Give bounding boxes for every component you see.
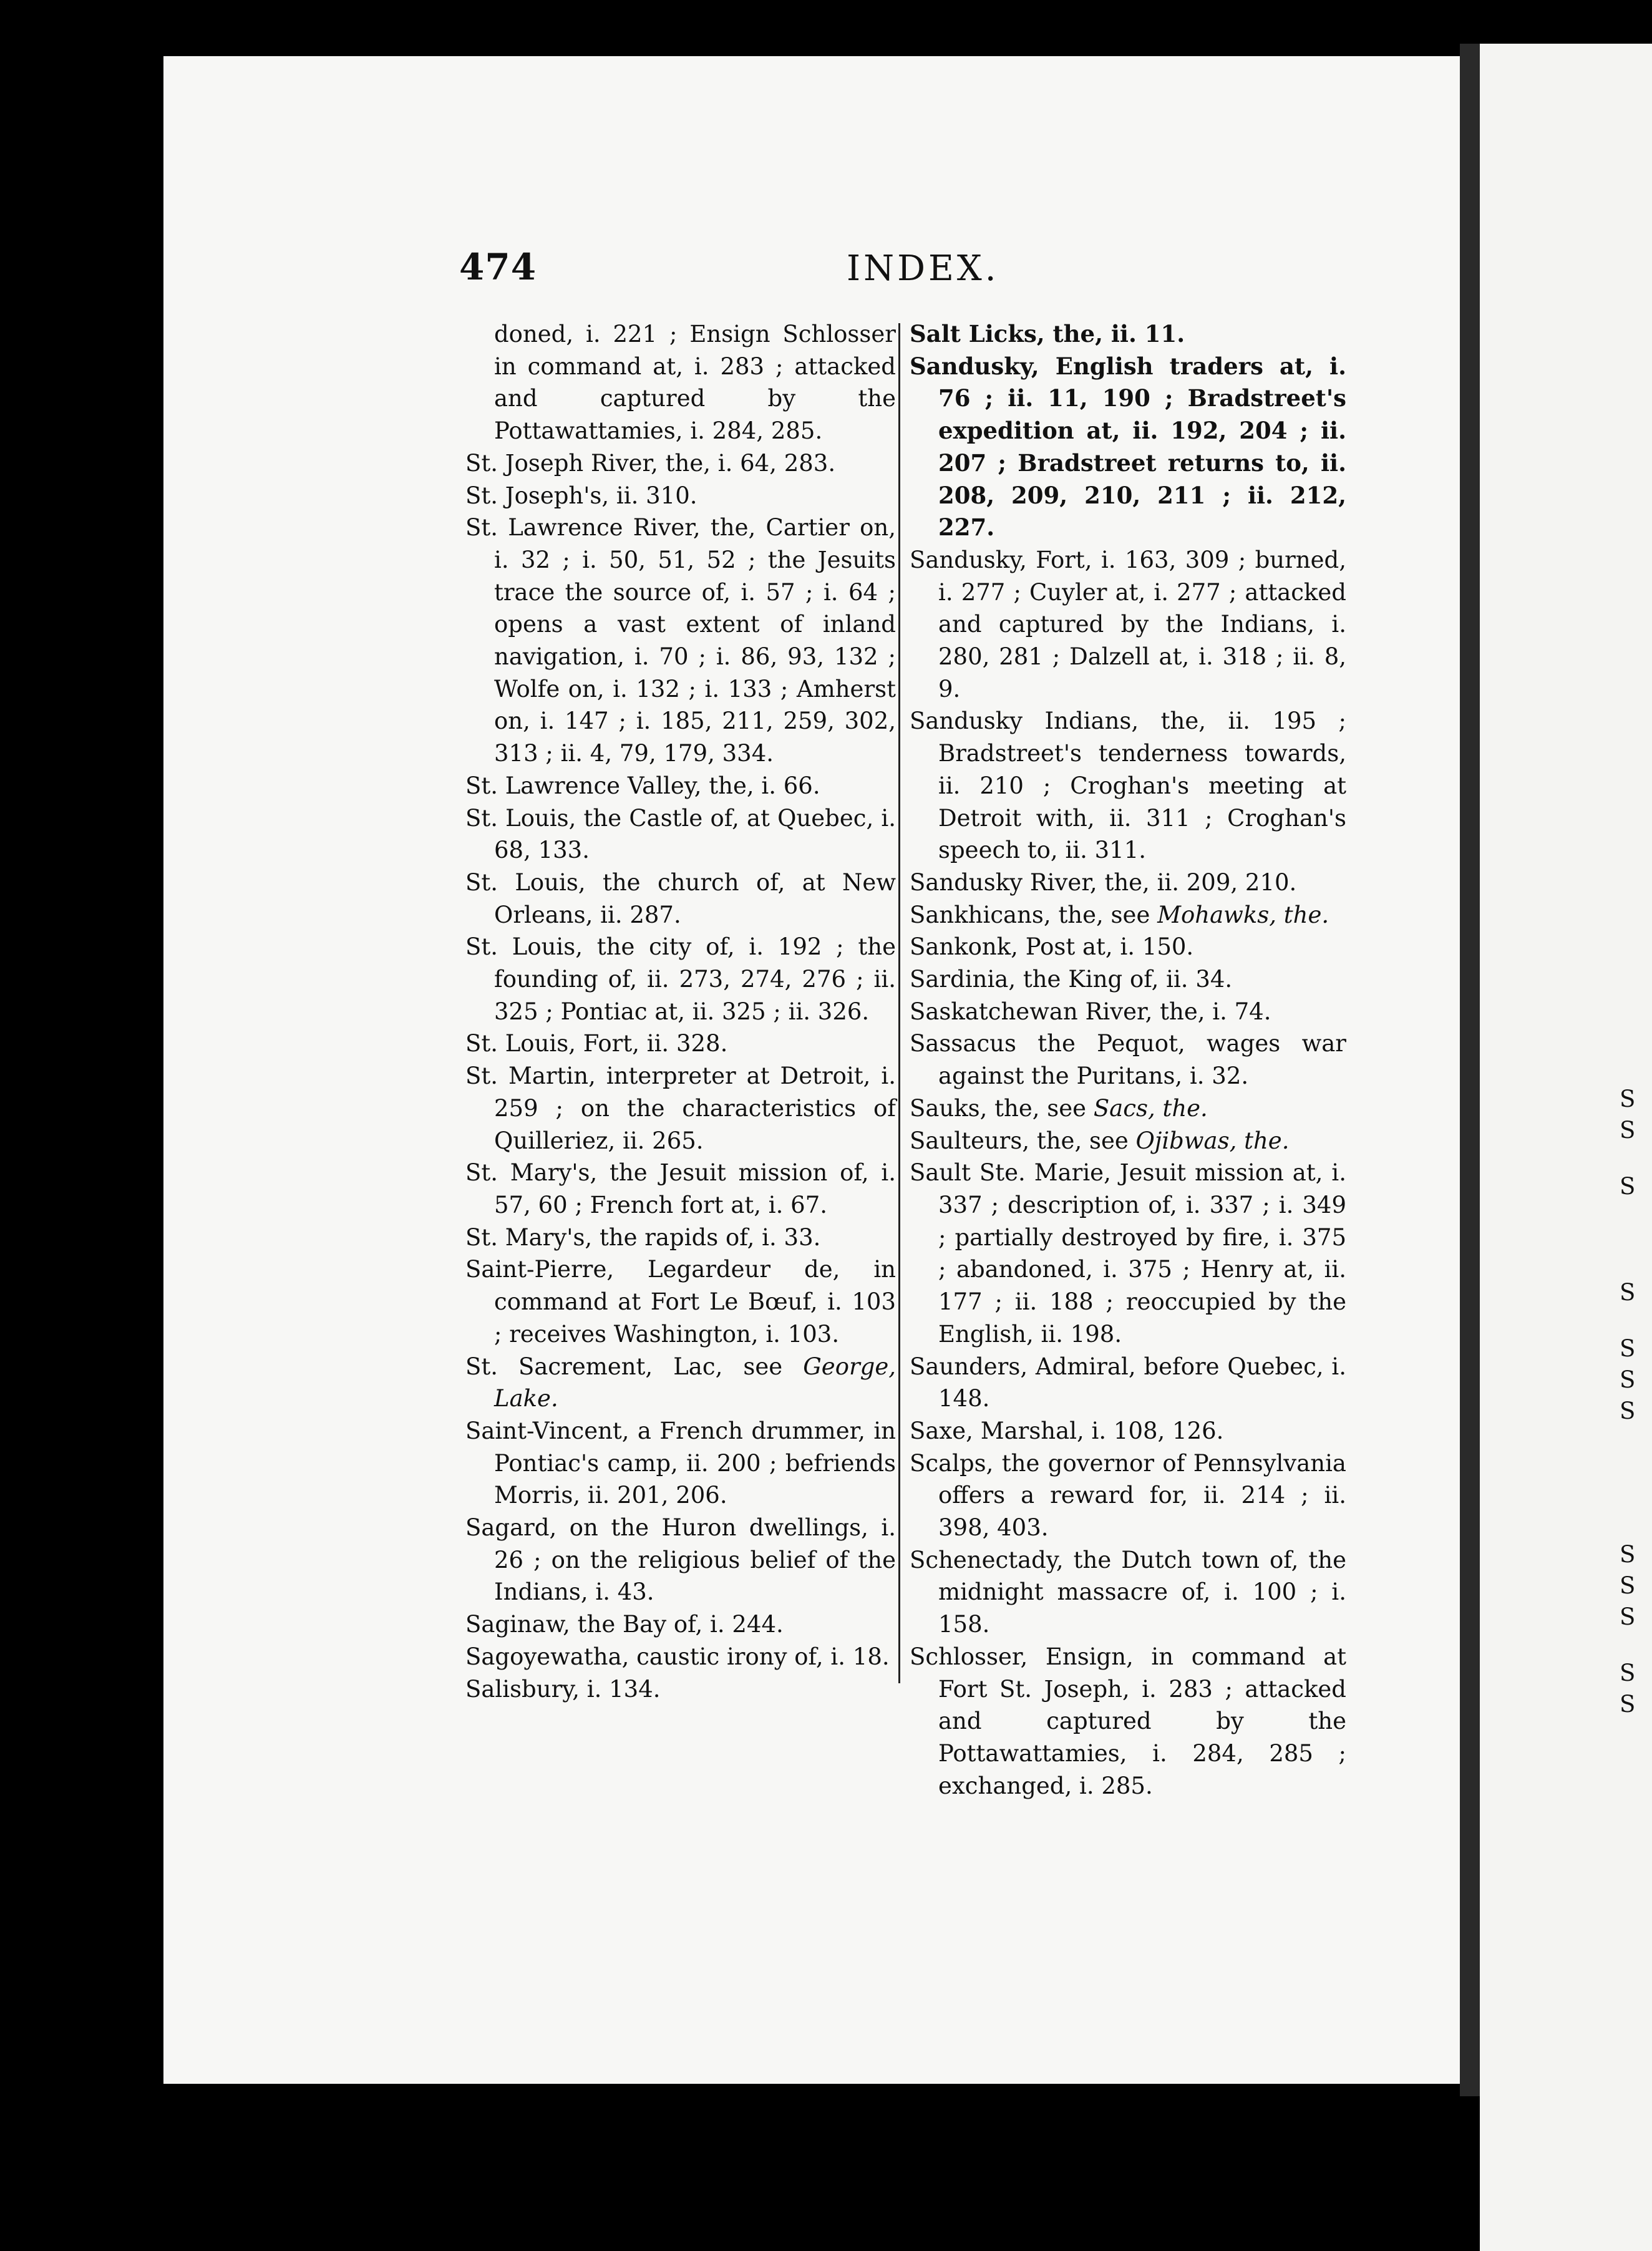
index-entry-text: Salisbury, i. 134. [465,1675,661,1703]
facing-page-letter: S [1620,1173,1636,1200]
index-entry-text: Schenectady, the Dutch town of, the midnight massacre of, i. 100 ; i. 158. [910,1546,1346,1638]
index-entry-text: Scalps, the governor of Pennsylvania offers a reward for, ii. 214 ; ii. 398, 403. [910,1449,1346,1542]
index-cross-reference: Ojibwas, the. [1135,1127,1290,1154]
index-entry-text: Salt Licks, the, ii. 11. [910,320,1185,348]
index-entry-text: Schlosser, Ensign, in command at Fort St. Joseph, i. 283 ; attacked and captured by the Pottawattamies, i. 284, 285 ; exchanged, i. 285. [910,1643,1346,1799]
index-cross-reference: Mohawks, the. [1157,901,1329,928]
book-gutter [1460,44,1480,2096]
index-entry-text: Sandusky River, the, ii. 209, 210. [910,868,1297,896]
facing-page-letter: S [1620,1541,1636,1568]
index-entry [465,1512,896,1608]
index-entry [465,512,896,770]
facing-page-letter: S [1620,1335,1636,1362]
index-cross-reference: George, Lake. [494,1353,896,1412]
index-entry-text: St. Martin, interpreter at Detroit, i. 259 ; on the characteristics of Quilleriez, ii. 265. [465,1062,896,1154]
index-entry-text: St. Mary's, the Jesuit mission of, i. 57, 60 ; French fort at, i. 67. [465,1159,896,1218]
index-entry [465,1157,896,1221]
index-entry [910,1028,1346,1092]
index-entry-text: Saint-Vincent, a French drummer, in Pontiac's camp, ii. 200 ; befriends Morris, ii. 201, 206. [465,1417,896,1509]
index-entry [465,1351,896,1415]
index-entry-text: Saint-Pierre, Legardeur de, in command at Fort Le Bœuf, i. 103 ; receives Washington, i. 103. [465,1256,896,1348]
index-entry [465,931,896,1028]
facing-page-letter: S [1620,1572,1636,1599]
index-entry-text: Sandusky, Fort, i. 163, 309 ; burned, i. 277 ; Cuyler at, i. 277 ; attacked and captured by the Indians, i. 280, 281 ; Dalzell at, i. 318 ; ii. 8, 9. [910,546,1346,703]
index-entry [465,1222,896,1254]
facing-page-letter: S [1620,1279,1636,1306]
index-entry-text: Sauks, the, see [910,1094,1094,1122]
index-entry [465,447,896,480]
index-entry-text: St. Lawrence River, the, Cartier on, i. 32 ; i. 50, 51, 52 ; the Jesuits trace the source of, i. 57 ; i. 64 ; opens a vast extent of inland navigation, i. 70 ; i. 86, 93, 132 ; Wolfe on, i. 132 ; i. 133 ; Amherst on, i. 147 ; i. 185, 211, 259, 302, 313 ; ii. 4, 79, 179, 334. [465,514,896,767]
index-entry-text: Sardinia, the King of, ii. 34. [910,966,1233,993]
index-entry-text: Saulteurs, the, see [910,1127,1136,1154]
index-entry [910,1641,1346,1802]
index-entry [465,1253,896,1350]
index-entry [910,1157,1346,1350]
index-entry [910,1092,1346,1125]
facing-page-letter: S [1620,1086,1636,1112]
index-entry-text: Sault Ste. Marie, Jesuit mission at, i. 337 ; description of, i. 337 ; i. 349 ; partially destroyed by fire, i. 375 ; abandoned, i. 375 ; Henry at, ii. 177 ; ii. 188 ; reoccupied by the English, ii. 198. [910,1159,1346,1348]
index-entry [910,996,1346,1028]
index-entry-text: St. Mary's, the rapids of, i. 33. [465,1223,821,1251]
index-entry [465,1673,896,1706]
index-entry [910,544,1346,706]
index-entry-text: doned, i. 221 ; Ensign Schlosser in command at, i. 283 ; attacked and captured by the Pottawattamies, i. 284, 285. [494,321,896,445]
index-entry [465,1028,896,1060]
index-entry-text: Sagoyewatha, caustic irony of, i. 18. [465,1643,890,1670]
index-entry-text: St. Louis, the church of, at New Orleans, ii. 287. [465,868,896,928]
index-entry [910,1351,1346,1415]
index-entry-text: Saginaw, the Bay of, i. 244. [465,1611,784,1638]
facing-page-letter: S [1620,1366,1636,1393]
index-entry [465,770,896,802]
index-entry [910,318,1346,351]
index-entry-text: St. Joseph River, the, i. 64, 283. [465,449,836,477]
index-entry [465,1415,896,1512]
facing-page-letter: S [1620,1691,1636,1718]
index-entry-text: Saunders, Admiral, before Quebec, i. 148. [910,1353,1346,1412]
facing-page-letter: S [1620,1603,1636,1630]
index-entry [910,931,1346,963]
index-entry [910,963,1346,996]
index-entry [465,867,896,931]
index-entry-text: Saxe, Marshal, i. 108, 126. [910,1417,1224,1444]
index-entry-text: St. Louis, Fort, ii. 328. [465,1030,728,1057]
index-entry-text: St. Joseph's, ii. 310. [465,482,697,509]
page-title: INDEX. [847,248,999,289]
index-entry-text: Sandusky, English traders at, i. 76 ; ii. 11, 190 ; Bradstreet's expedition at, ii. 192, 204 ; ii. 207 ; Bradstreet returns to, ii. 208, 209, 210, 211 ; ii. 212, 227. [910,352,1346,542]
index-entry [465,318,896,447]
index-entry-text: Sassacus the Pequot, wages war against the Puritans, i. 32. [910,1030,1346,1090]
index-entry-text: St. Louis, the city of, i. 192 ; the founding of, ii. 273, 274, 276 ; ii. 325 ; Pontiac at, ii. 325 ; ii. 326. [465,933,896,1025]
facing-page-letter: S [1620,1398,1636,1424]
index-entry [465,1641,896,1673]
index-column-left [465,318,896,1705]
index-entry [465,1060,896,1157]
index-entry [465,1608,896,1641]
index-entry [910,705,1346,867]
index-entry [910,351,1346,544]
index-entry-text: Sankonk, Post at, i. 150. [910,933,1194,961]
index-entry [465,480,896,512]
index-column-right [910,318,1346,1802]
index-entry-text: St. Louis, the Castle of, at Quebec, i. 68, 133. [465,804,896,864]
index-entry [910,1125,1346,1157]
facing-page-letter: S [1620,1660,1636,1686]
index-cross-reference: Sacs, the. [1093,1094,1208,1122]
column-divider [898,323,900,1683]
page-number: 474 [459,246,537,288]
index-entry [465,802,896,867]
index-entry-text: Sankhicans, the, see [910,901,1158,928]
index-entry [910,867,1346,899]
index-entry [910,1415,1346,1447]
index-entry-text: Saskatchewan River, the, i. 74. [910,998,1271,1025]
facing-page-edge [1480,44,1652,2251]
index-entry-text: St. Lawrence Valley, the, i. 66. [465,772,820,799]
index-entry [910,899,1346,931]
index-entry [910,1447,1346,1544]
index-entry-text: St. Sacrement, Lac, see [465,1353,804,1380]
index-entry [910,1544,1346,1641]
index-entry-text: Sandusky Indians, the, ii. 195 ; Bradstreet's tenderness towards, ii. 210 ; Croghan's meeting at Detroit with, ii. 311 ; Croghan's speech to, ii. 311. [910,707,1346,864]
facing-page-letter: S [1620,1117,1636,1144]
index-entry-text: Sagard, on the Huron dwellings, i. 26 ; on the religious belief of the Indians, i. 43. [465,1514,896,1606]
